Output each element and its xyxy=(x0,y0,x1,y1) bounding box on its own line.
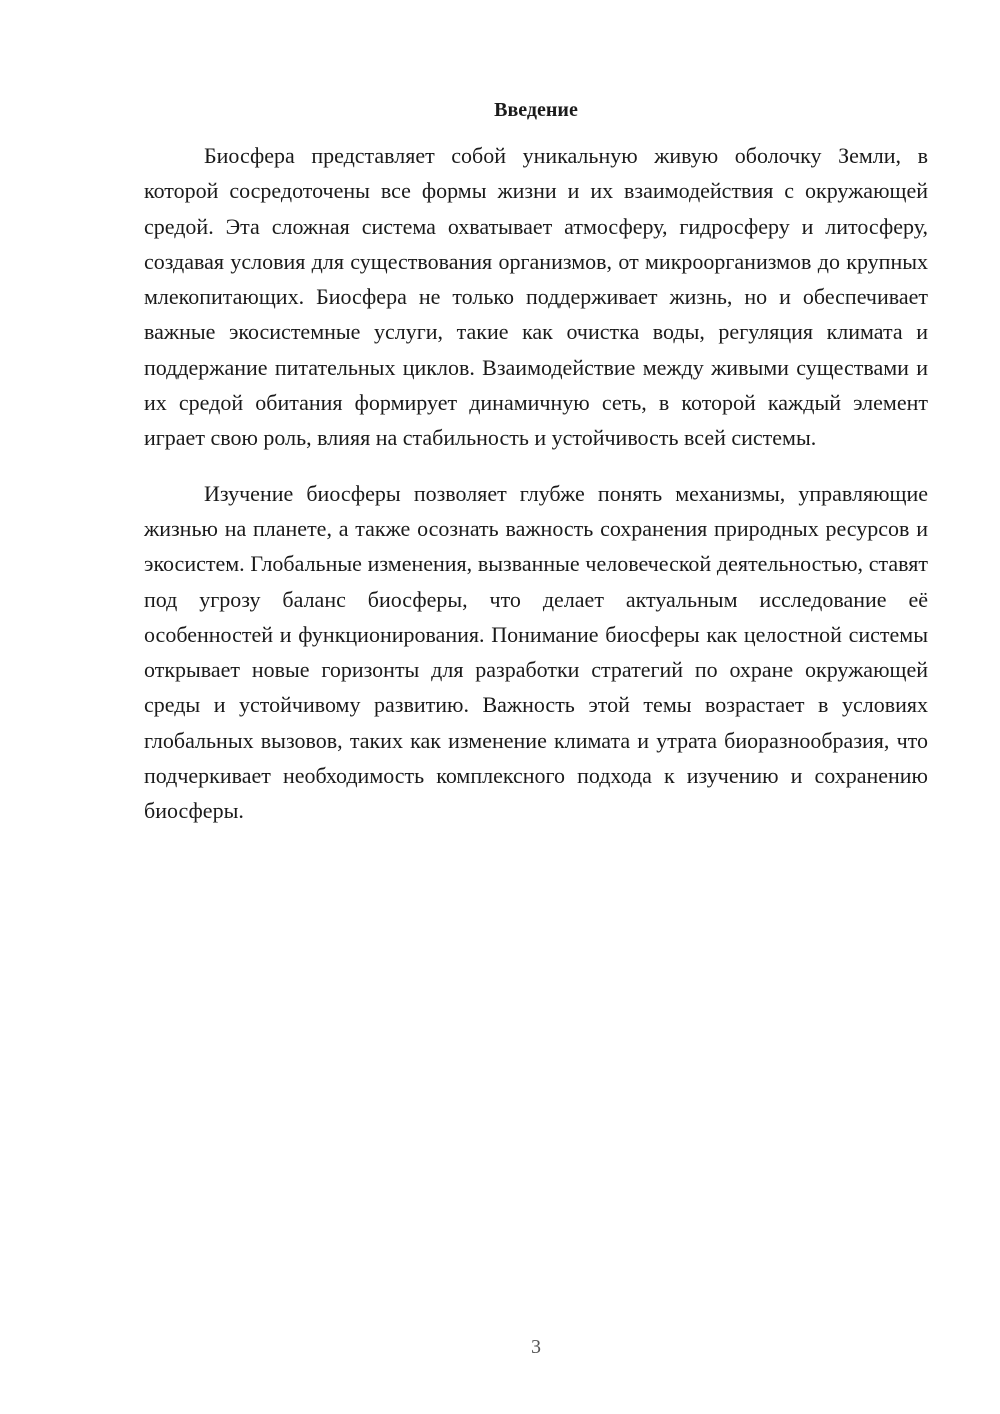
page-number: 3 xyxy=(531,1336,541,1358)
paragraph-2: Изучение биосферы позволяет глубже понять механизмы, управляющие жизнью на планете, а также осознать важность сохранения природных ресурсов и экосистем. Глобальные изменения, вызванные человеческой деятельностью, ставят под угрозу баланс биосферы, что делает актуальным исследование её особенностей и функционирования. Понимание биосферы как целостной системы открывает новые горизонты для разработки стратегий по охране окружающей среды и устойчивому развитию. Важность этой темы возрастает в условиях глобальных вызовов, таких как изменение климата и утрата биоразнообразия, что подчеркивает необходимость комплексного подхода к изучению и сохранению биосферы. xyxy=(144,480,928,824)
paragraph-1: Биосфера представляет собой уникальную живую оболочку Земли, в которой сосредоточены все формы жизни и их взаимодействия с окружающей средой. Эта сложная система охватывает атмосферу, гидросферу и литосферу, создавая условия для существования организмов, от микроорганизмов до крупных млекопитающих. Биосфера не только поддерживает жизнь, но и обеспечивает важные экосистемные услуги, такие как очистка воды, регуляция климата и поддержание питательных циклов. Взаимодействие между живыми существами и их средой обитания формирует динамичную сеть, в которой каждый элемент играет свою роль, влияя на стабильность и устойчивость всей системы. xyxy=(144,143,928,451)
page-content xyxy=(144,96,928,829)
section-title: Введение xyxy=(494,99,578,121)
